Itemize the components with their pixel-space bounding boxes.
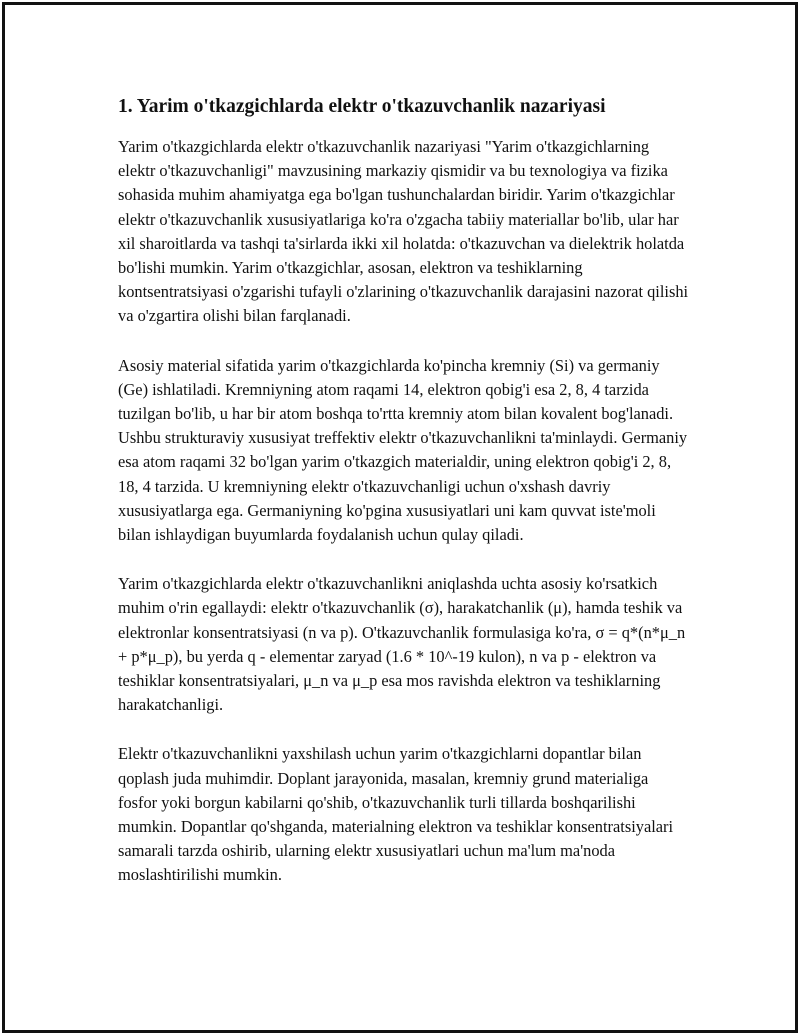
paragraph-3: Yarim o'tkazgichlarda elektr o'tkazuvchanlikni aniqlashda uchta asosiy ko'rsatkich muhim o'rin egallaydi: elektr o'tkazuvchanlik (σ), harakatchanlik (μ), hamda teshik va elektronlar konsentratsiyasi (n va p). O'tkazuvchanlik formulasiga ko'ra, σ = q*(n*μ_n + p*μ_p), bu yerda q - elementar zaryad (1.6 * 10^-19 kulon), n va p - elektron va teshiklar konsentratsiyalari, μ_n va μ_p esa mos ravishda elektron va teshiklarning harakatchanligi. bbox=[118, 574, 686, 715]
section-heading: 1. Yarim o'tkazgichlarda elektr o'tkazuvchanlik nazariyasi bbox=[118, 96, 606, 117]
paragraph-4: Elektr o'tkazuvchanlikni yaxshilash uchun yarim o'tkazgichlarni dopantlar bilan qoplash juda muhimdir. Doplant jarayonida, masalan, kremniy grund materialiga fosfor yoki borgun kabilarni qo'shib, o'tkazuvchanlik turli tillarda boshqarilishi mumkin. Dopantlar qo'shganda, materialning elektron va teshiklar konsentratsiyalari samarali tarzda oshirib, ularning elektr xususiyatlari uchun ma'lum ma'noda moslashtirilishi mumkin. bbox=[118, 744, 674, 885]
paragraph-1: Yarim o'tkazgichlarda elektr o'tkazuvchanlik nazariyasi "Yarim o'tkazgichlarning elektr o'tkazuvchanligi" mavzusining markaziy qismidir va bu texnologiya va fizika sohasida muhim ahamiyatga ega bo'lgan tushunchalardan biridir. Yarim o'tkazgichlar elektr o'tkazuvchanlik xususiyatlariga ko'ra o'zgacha tabiiy materiallar bo'lib, ular har xil sharoitlarda va tashqi ta'sirlarda ikki xil holatda: o'tkazuvchan va dielektrik holatda bo'lishi mumkin. Yarim o'tkazgichlar, asosan, elektron va teshiklarning kontsentratsiyasi o'zgarishi tufayli o'zlarining o'tkazuvchanlik darajasini nazorat qilishi va o'zgartira olishi bilan farqlanadi. bbox=[118, 137, 689, 326]
document-body bbox=[118, 95, 690, 913]
paragraph-2: Asosiy material sifatida yarim o'tkazgichlarda ko'pincha kremniy (Si) va germaniy (Ge) ishlatiladi. Kremniyning atom raqami 14, elektron qobig'i esa 2, 8, 4 tarzida tuzilgan bo'lib, u har bir atom boshqa to'rtta kremniy atom bilan kovalent bog'lanadi. Ushbu strukturaviy xususiyat treffektiv elektr o'tkazuvchanlikni ta'minlaydi. Germaniy esa atom raqami 32 bo'lgan yarim o'tkazgich materialdir, uning elektron qobig'i 2, 8, 18, 4 tarzida. U kremniyning elektr o'tkazuvchanligi uchun o'xshash davriy xususiyatlarga ega. Germaniyning ko'pgina xususiyatlari uni kam quvvat iste'moli bilan ishlaydigan buyumlarda foydalanish uchun qulay qiladi. bbox=[118, 355, 688, 545]
